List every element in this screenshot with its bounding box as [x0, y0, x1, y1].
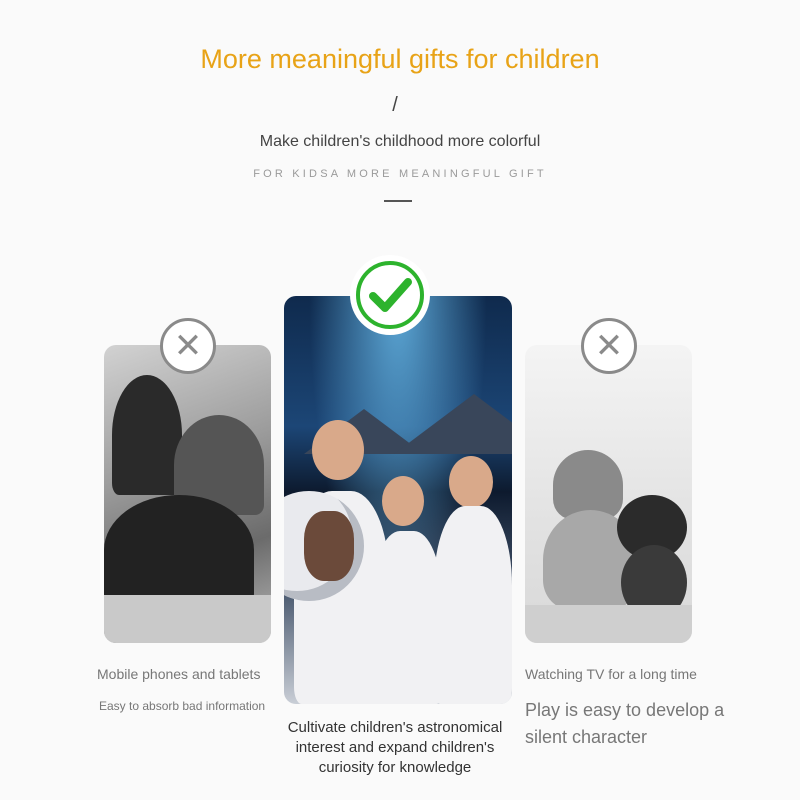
check-icon	[350, 255, 430, 335]
left-caption: Mobile phones and tablets	[97, 666, 261, 682]
center-caption: Cultivate children's astronomical interest and expand children's curiosity for knowledge	[287, 719, 503, 776]
left-detail: Easy to absorb bad information	[99, 699, 266, 713]
page-tagline: FOR KIDSA MORE MEANINGFUL GIFT	[253, 168, 547, 180]
floor	[525, 605, 692, 643]
space-suit	[372, 531, 442, 704]
x-icon: ✕	[160, 318, 216, 374]
child-silhouette	[104, 495, 254, 605]
mountain-shape	[394, 394, 512, 454]
rug	[104, 595, 271, 643]
child-silhouette	[112, 375, 182, 495]
divider	[384, 200, 412, 202]
child-face	[382, 476, 424, 526]
child-face	[312, 420, 364, 480]
right-caption: Watching TV for a long time	[525, 666, 697, 682]
tv-image	[525, 345, 692, 643]
phones-image	[104, 345, 271, 643]
child-face	[449, 456, 493, 508]
astronaut-image	[284, 296, 512, 704]
helmet-visor	[304, 511, 354, 581]
page-title: More meaningful gifts for children	[200, 44, 600, 74]
title-separator: /	[392, 94, 398, 116]
x-icon: ✕	[581, 318, 637, 374]
space-suit	[434, 506, 512, 704]
right-detail: Play is easy to develop a silent character	[525, 700, 725, 747]
page-subtitle: Make children's childhood more colorful	[259, 133, 541, 150]
